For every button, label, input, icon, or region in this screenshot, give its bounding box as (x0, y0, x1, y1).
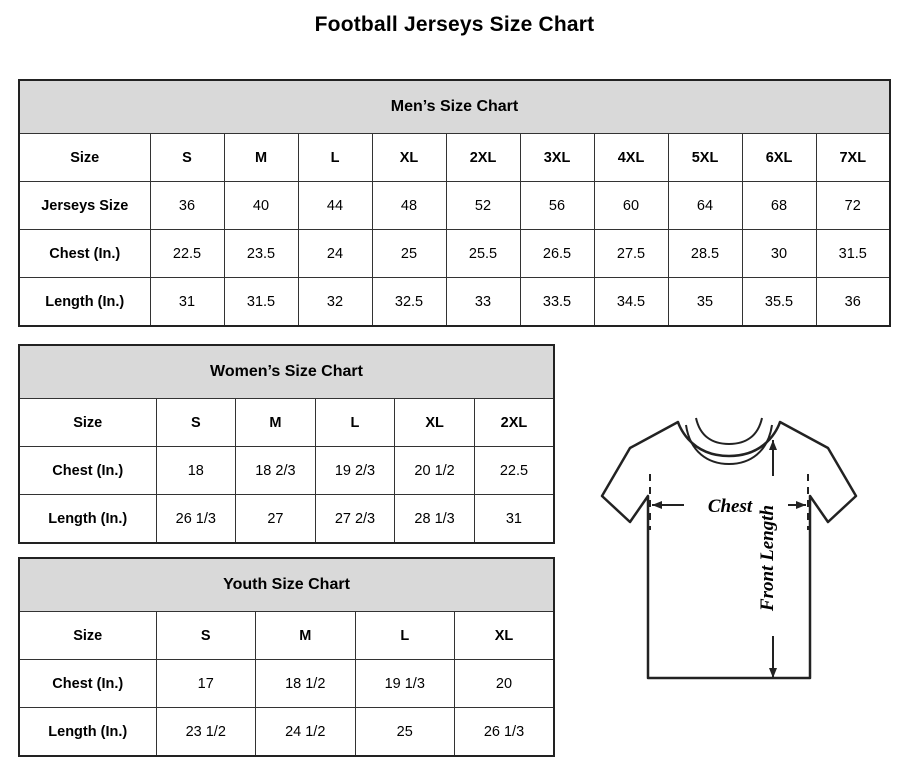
table-row (19, 278, 890, 327)
womens-size-chart-section (18, 344, 555, 544)
table-cell: 27.5 (594, 230, 668, 278)
row-label: Size (19, 612, 156, 660)
table-cell: 5XL (668, 134, 742, 182)
table-cell: S (156, 399, 236, 447)
table-cell: S (156, 612, 256, 660)
table-header-row (19, 80, 890, 134)
table-cell: 72 (816, 182, 890, 230)
womens-size-chart-table (18, 344, 555, 544)
table-row (19, 660, 554, 708)
table-cell: 35 (668, 278, 742, 327)
table-cell: 25 (372, 230, 446, 278)
table-cell: L (315, 399, 395, 447)
row-label: Chest (In.) (19, 447, 156, 495)
table-cell: M (236, 399, 316, 447)
table-cell: 32.5 (372, 278, 446, 327)
table-cell: 36 (150, 182, 224, 230)
table-cell: 32 (298, 278, 372, 327)
table-row (19, 612, 554, 660)
table-cell: 33 (446, 278, 520, 327)
table-row (19, 495, 554, 544)
table-row (19, 182, 890, 230)
table-cell: XL (455, 612, 555, 660)
table-row (19, 447, 554, 495)
table-cell: 26.5 (520, 230, 594, 278)
table-cell: 18 (156, 447, 236, 495)
row-label: Chest (In.) (19, 230, 150, 278)
table-cell: M (224, 134, 298, 182)
table-cell: 25.5 (446, 230, 520, 278)
table-cell: XL (395, 399, 475, 447)
table-cell: 23 1/2 (156, 708, 256, 757)
table-cell: 28 1/3 (395, 495, 475, 544)
length-arrow-top-icon (769, 440, 777, 450)
table-cell: 31.5 (816, 230, 890, 278)
table-cell: 3XL (520, 134, 594, 182)
table-cell: 18 2/3 (236, 447, 316, 495)
table-cell: 20 1/2 (395, 447, 475, 495)
row-label: Length (In.) (19, 278, 150, 327)
chest-measure-label: Chest (707, 496, 753, 517)
page-title: Football Jerseys Size Chart (314, 13, 595, 36)
youth-size-chart-section (18, 557, 555, 757)
table-cell: 64 (668, 182, 742, 230)
table-cell: S (150, 134, 224, 182)
table-cell: 26 1/3 (455, 708, 555, 757)
table-cell: 6XL (742, 134, 816, 182)
table-cell: 17 (156, 660, 256, 708)
table-cell: 26 1/3 (156, 495, 236, 544)
youth-chart-caption: Youth Size Chart (19, 558, 554, 612)
mens-chart-caption: Men’s Size Chart (19, 80, 890, 134)
jersey-outline (602, 422, 856, 678)
table-cell: 36 (816, 278, 890, 327)
table-cell: 4XL (594, 134, 668, 182)
collar-inner-icon (696, 418, 762, 444)
womens-chart-caption: Women’s Size Chart (19, 345, 554, 399)
chest-arrow-right-icon (796, 501, 806, 509)
table-cell: 31.5 (224, 278, 298, 327)
table-cell: 22.5 (474, 447, 554, 495)
row-label: Chest (In.) (19, 660, 156, 708)
table-cell: 20 (455, 660, 555, 708)
table-cell: 52 (446, 182, 520, 230)
row-label: Length (In.) (19, 495, 156, 544)
mens-size-chart-table (18, 79, 891, 327)
table-cell: 25 (355, 708, 455, 757)
length-arrow-bottom-icon (769, 668, 777, 678)
table-cell: 30 (742, 230, 816, 278)
table-cell: 7XL (816, 134, 890, 182)
table-row (19, 230, 890, 278)
table-cell: 31 (150, 278, 224, 327)
table-cell: 33.5 (520, 278, 594, 327)
table-cell: 18 1/2 (256, 660, 356, 708)
table-cell: 24 (298, 230, 372, 278)
table-cell: 23.5 (224, 230, 298, 278)
chest-arrow-left-icon (652, 501, 662, 509)
table-header-row (19, 345, 554, 399)
jersey-measurement-diagram (570, 378, 900, 738)
table-cell: 60 (594, 182, 668, 230)
table-cell: 27 (236, 495, 316, 544)
table-cell: M (256, 612, 356, 660)
table-cell: 48 (372, 182, 446, 230)
front-length-measure-label: Front Length (757, 504, 778, 612)
youth-size-chart-table (18, 557, 555, 757)
table-cell: 35.5 (742, 278, 816, 327)
table-cell: 2XL (474, 399, 554, 447)
row-label: Size (19, 134, 150, 182)
table-row (19, 399, 554, 447)
table-cell: 56 (520, 182, 594, 230)
table-cell: 22.5 (150, 230, 224, 278)
mens-size-chart-section (18, 79, 891, 327)
table-cell: 2XL (446, 134, 520, 182)
table-row (19, 134, 890, 182)
table-cell: 31 (474, 495, 554, 544)
table-header-row (19, 558, 554, 612)
table-cell: L (298, 134, 372, 182)
table-cell: 19 2/3 (315, 447, 395, 495)
table-cell: 28.5 (668, 230, 742, 278)
table-cell: 19 1/3 (355, 660, 455, 708)
table-cell: 24 1/2 (256, 708, 356, 757)
row-label: Jerseys Size (19, 182, 150, 230)
table-cell: 68 (742, 182, 816, 230)
table-cell: XL (372, 134, 446, 182)
table-cell: 40 (224, 182, 298, 230)
row-label: Length (In.) (19, 708, 156, 757)
table-row (19, 708, 554, 757)
table-cell: L (355, 612, 455, 660)
table-cell: 44 (298, 182, 372, 230)
row-label: Size (19, 399, 156, 447)
table-cell: 34.5 (594, 278, 668, 327)
table-cell: 27 2/3 (315, 495, 395, 544)
